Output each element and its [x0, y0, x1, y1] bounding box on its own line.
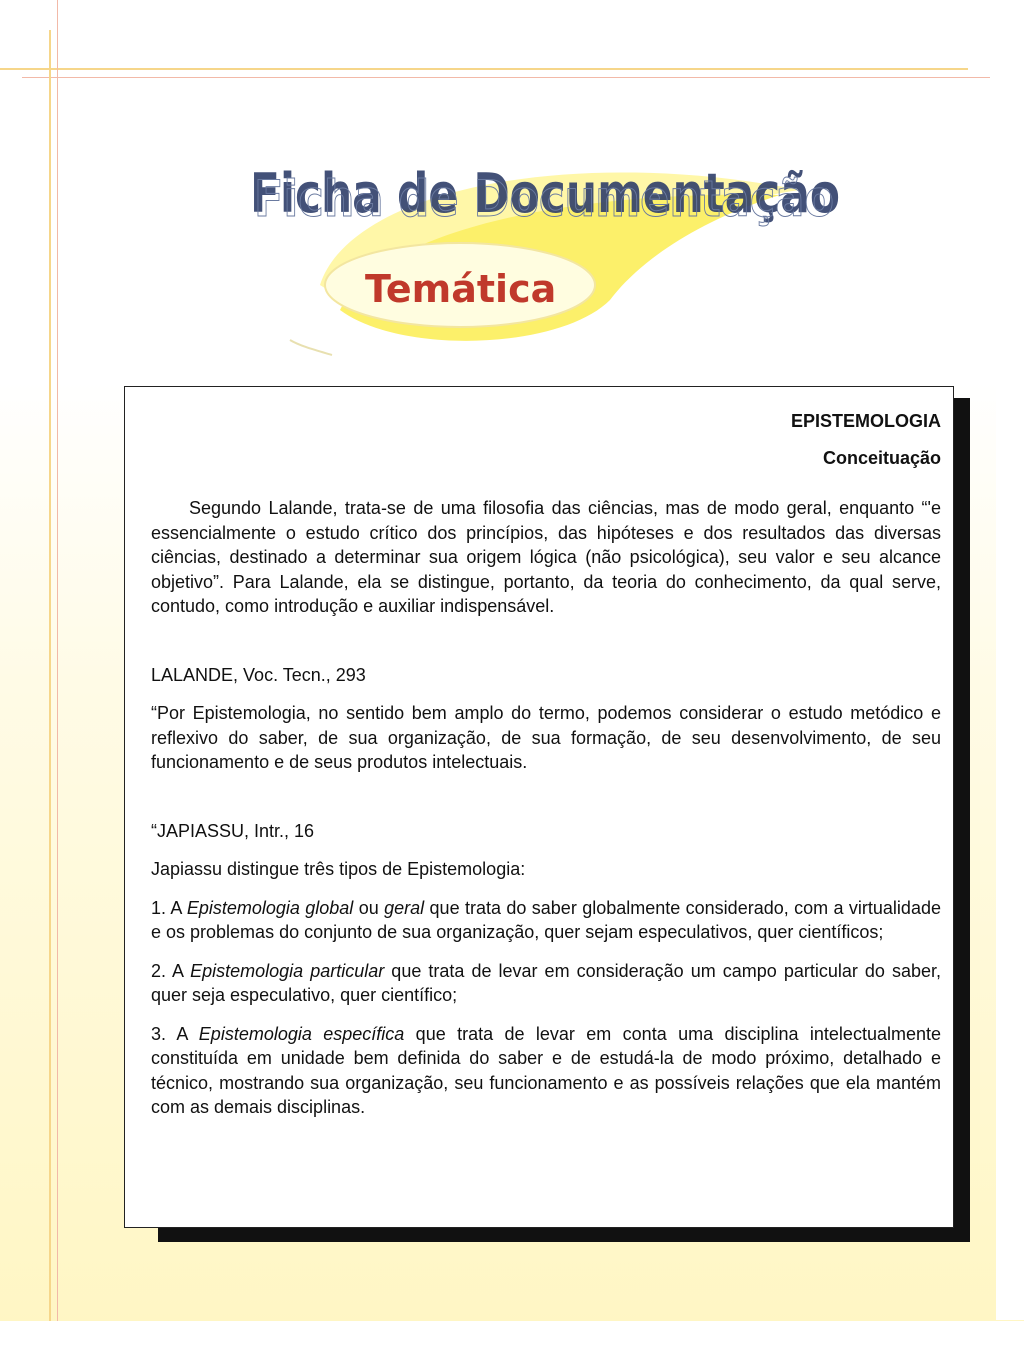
- guide-line-top-red: [22, 77, 990, 78]
- list-item-global: [151, 896, 941, 945]
- list-item-prefix: 2. A: [151, 960, 191, 981]
- list-item-term: Epistemologia particular: [190, 960, 385, 981]
- logo-subtitle: Temática: [365, 267, 557, 311]
- reference-lalande: LALANDE, Voc. Tecn., 293: [151, 664, 366, 685]
- guide-line-top-yellow: [0, 68, 968, 70]
- list-item-term: Epistemologia global: [186, 897, 354, 918]
- list-item-prefix: 3. A: [151, 1023, 199, 1044]
- list-item-term: Epistemologia específica: [198, 1023, 405, 1044]
- guide-line-left-yellow: [49, 30, 51, 1365]
- paragraph-lalande: Segundo Lalande, trata-se de uma filosofia das ciências, mas de modo geral, enquanto “'e essencialmente o estudo crítico dos princípios, das hipóteses e dos resultados das diversas ciências, destinado a determinar sua origem lógica (não psicológica), seu valor e seu alcance objetivo”. Para Lalande, ela se distingue, portanto, da teoria do conhecimento, da qual serve, contudo, como introdução e auxiliar indispensável.: [151, 498, 941, 616]
- logo-graphic: [240, 150, 860, 370]
- document-heading: EPISTEMOLOGIA: [790, 411, 941, 431]
- list-item-connector: ou: [353, 897, 385, 918]
- list-item-particular: [151, 959, 941, 1008]
- logo-title: Ficha de Documentação: [250, 162, 840, 225]
- list-item-term-alt: geral: [384, 897, 425, 918]
- logo: [240, 150, 860, 370]
- list-item-text: que trata do saber globalmente considerado, com a virtualidade e os problemas do conjunto de sua organização, quer sejam especulativos, quer científicos;: [151, 897, 941, 942]
- document-content: [151, 409, 941, 1134]
- bottom-margin: [0, 1321, 1024, 1365]
- document-subheading: Conceituação: [822, 447, 941, 468]
- reference-japiassu: “JAPIASSU, Intr., 16: [151, 820, 315, 841]
- list-item-specific: [151, 1022, 941, 1120]
- document-box: [124, 386, 954, 1228]
- list-intro: Japiassu distingue três tipos de Epistemologia:: [151, 859, 526, 879]
- list-item-text: que trata de levar em consideração um campo particular do saber, quer seja especulativo, quer científico;: [151, 960, 941, 1005]
- logo-title-echo: Ficha de Documentação: [254, 170, 834, 228]
- paragraph-japiassu-quote: “Por Epistemologia, no sentido bem amplo do termo, podemos considerar o estudo metódico e reflexivo do saber, de sua organização, de sua formação, de seu desenvolvimento, de seu funcionamento e de seus produtos intelectuais.: [151, 703, 941, 772]
- list-item-prefix: 1. A: [151, 897, 187, 918]
- list-item-text: que trata de levar em conta uma disciplina intelectualmente constituída em unidade bem definida do saber e de estudá-la de modo próximo, detalhado e técnico, mostrando sua organização, seu funcionamento e as possíveis relações que ela mantém com as demais disciplinas.: [151, 1023, 941, 1117]
- guide-line-left-red: [57, 0, 58, 1365]
- right-margin: [996, 360, 1024, 1320]
